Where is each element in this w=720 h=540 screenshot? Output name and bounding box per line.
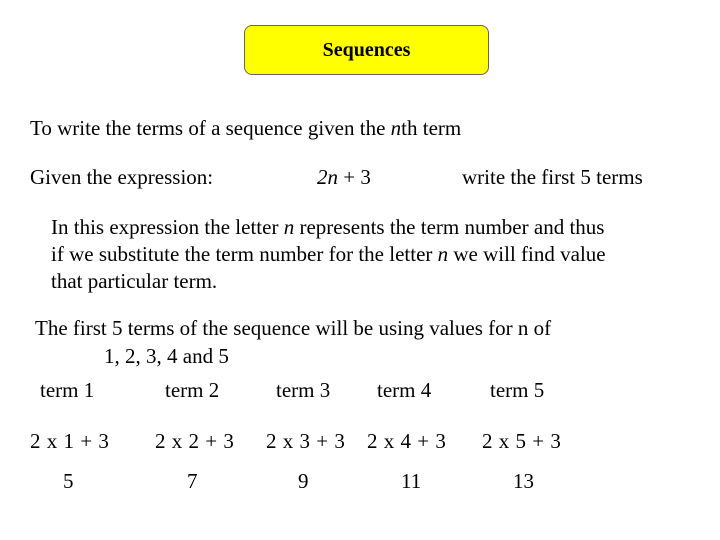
term-label-1: term 1 xyxy=(40,378,95,402)
term-label-5: term 5 xyxy=(490,378,545,402)
explanation-paragraph xyxy=(51,214,606,295)
explanation-line-2 xyxy=(51,241,606,268)
term-calc-4: 2 x 4 + 3 xyxy=(367,429,447,453)
given-label: Given the expression: xyxy=(30,165,214,189)
term-value-2: 7 xyxy=(187,469,198,493)
expression-rest: + 3 xyxy=(338,165,371,189)
term-calc-1: 2 x 1 + 3 xyxy=(30,429,110,453)
term-value-1: 5 xyxy=(63,469,74,493)
intro-line xyxy=(30,118,461,139)
term-calc-3: 2 x 3 + 3 xyxy=(266,429,346,453)
term-value-4: 11 xyxy=(401,469,422,493)
explanation-text: represents the term number and thus xyxy=(294,215,605,239)
intro-prefix: To write the terms of a sequence given the xyxy=(30,116,391,140)
expression-variable: 2n xyxy=(317,165,338,189)
intro-suffix: th term xyxy=(401,116,462,140)
term-calc-5: 2 x 5 + 3 xyxy=(482,429,562,453)
values-intro-line-2: 1, 2, 3, 4 and 5 xyxy=(104,344,229,368)
explanation-text: if we substitute the term number for the letter xyxy=(51,242,438,266)
explanation-line-3: that particular term. xyxy=(51,269,218,293)
title-box xyxy=(244,25,489,75)
explanation-text: In this expression the letter xyxy=(51,215,284,239)
explanation-text: we will find value xyxy=(448,242,606,266)
term-label-4: term 4 xyxy=(377,378,432,402)
values-intro-line-1: The first 5 terms of the sequence will be using values for n of xyxy=(35,316,552,340)
intro-variable: n xyxy=(390,116,402,140)
given-instruction: write the first 5 terms xyxy=(462,165,643,189)
term-calc-2: 2 x 2 + 3 xyxy=(155,429,235,453)
page-title: Sequences xyxy=(322,38,411,61)
term-label-2: term 2 xyxy=(165,378,220,402)
term-value-3: 9 xyxy=(298,469,309,493)
term-label-3: term 3 xyxy=(276,378,331,402)
explanation-line-1 xyxy=(51,214,606,241)
given-expression xyxy=(317,167,371,188)
term-value-5: 13 xyxy=(513,469,534,493)
explanation-variable: n xyxy=(437,242,449,266)
explanation-variable: n xyxy=(283,215,295,239)
